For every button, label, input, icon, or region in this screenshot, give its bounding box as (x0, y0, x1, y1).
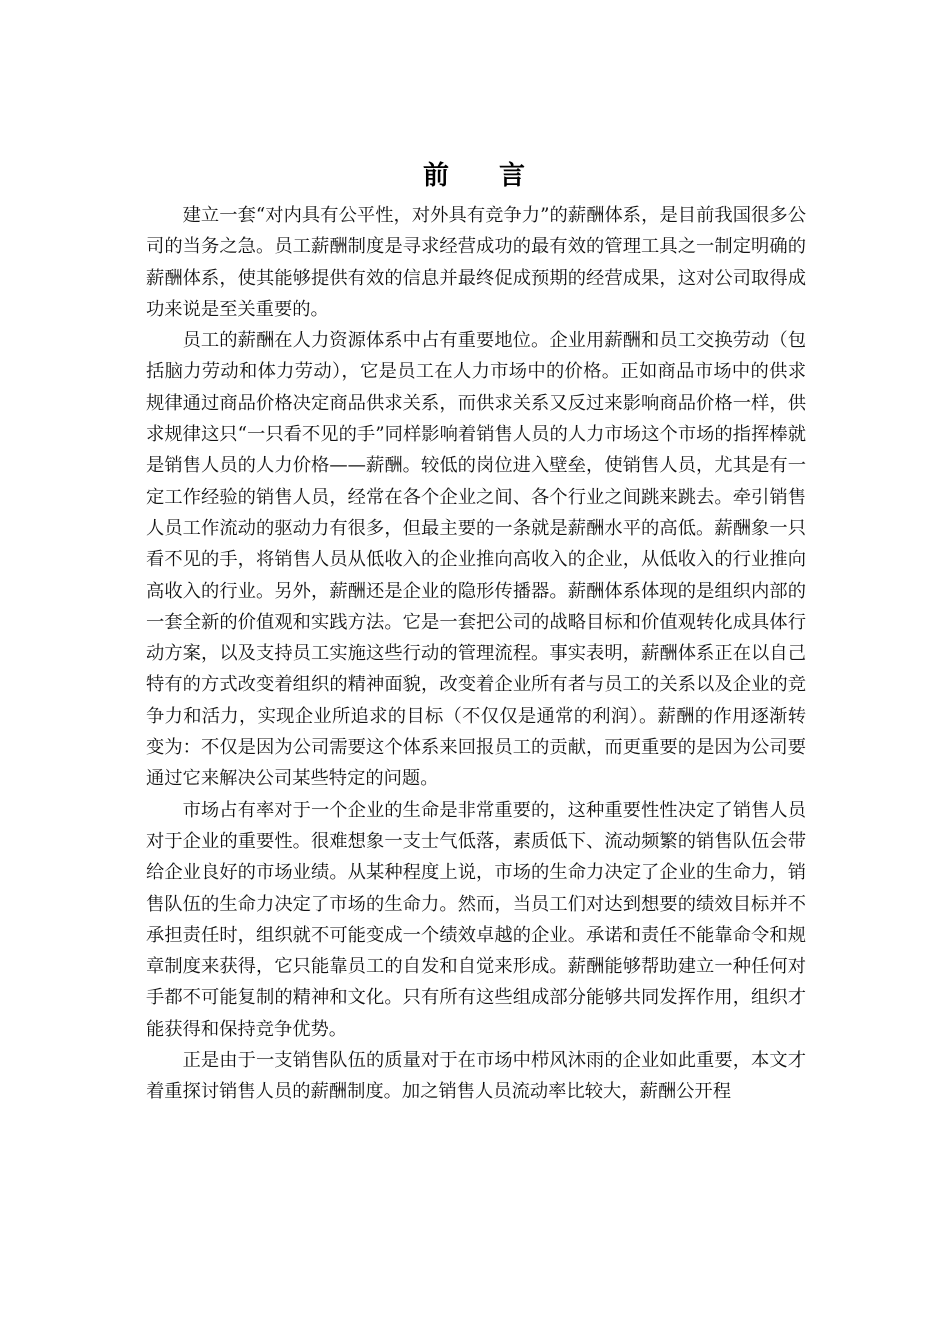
document-body (146, 200, 806, 1108)
page-title (0, 158, 950, 194)
paragraph-4: 正是由于一支销售队伍的质量对于在市场中栉风沐雨的企业如此重要，本文才着重探讨销售人员的薪酬制度。加之销售人员流动率比较大，薪酬公开程 (146, 1050, 806, 1103)
page-title-left: 前 (422, 161, 451, 191)
paragraph-1: 建立一套“对内具有公平性，对外具有竞争力”的薪酬体系，是目前我国很多公司的当务之急。员工薪酬制度是寻求经营成功的最有效的管理工具之一制定明确的薪酬体系，使其能够提供有效的信息并最终促成预期的经营成果，这对公司取得成功来说是至关重要的。 (146, 205, 806, 320)
page-title-right: 言 (499, 161, 528, 191)
paragraph-2: 员工的薪酬在人力资源体系中占有重要地位。企业用薪酬和员工交换劳动（包括脑力劳动和体力劳动），它是员工在人力市场中的价格。正如商品市场中的供求规律通过商品价格决定商品供求关系，而供求关系又反过来影响商品价格一样，供求规律这只“一只看不见的手”同样影响着销售人员的人力市场这个市场的指挥棒就是销售人员的人力价格——薪酬。较低的岗位进入壁垒，使销售人员，尤其是有一定工作经验的销售人员，经常在各个企业之间、各个行业之间跳来跳去。牵引销售人员工作流动的驱动力有很多，但最主要的一条就是薪酬水平的高低。薪酬象一只看不见的手，将销售人员从低收入的企业推向高收入的企业，从低收入的行业推向高收入的行业。另外，薪酬还是企业的隐形传播器。薪酬体系体现的是组织内部的一套全新的价值观和实践方法。它是一套把公司的战略目标和价值观转化成具体行动方案，以及支持员工实施这些行动的管理流程。事实表明，薪酬体系正在以自己特有的方式改变着组织的精神面貌，改变着企业所有者与员工的关系以及企业的竞争力和活力，实现企业所追求的目标（不仅仅是通常的利润）。薪酬的作用逐渐转变为：不仅是因为公司需要这个体系来回报员工的贡献，而更重要的是因为公司要通过它来解决公司某些特定的问题。 (146, 330, 806, 790)
paragraph-3: 市场占有率对于一个企业的生命是非常重要的，这种重要性性决定了销售人员对于企业的重要性。很难想象一支士气低落，素质低下、流动频繁的销售队伍会带给企业良好的市场业绩。从某种程度上说，市场的生命力决定了企业的生命力，销售队伍的生命力决定了市场的生命力。然而，当员工们对达到想要的绩效目标并不承担责任时，组织就不可能变成一个绩效卓越的企业。承诺和责任不能靠命令和规章制度来获得，它只能靠员工的自发和自觉来形成。薪酬能够帮助建立一种任何对手都不可能复制的精神和文化。只有所有这些组成部分能够共同发挥作用，组织才能获得和保持竞争优势。 (146, 799, 806, 1040)
